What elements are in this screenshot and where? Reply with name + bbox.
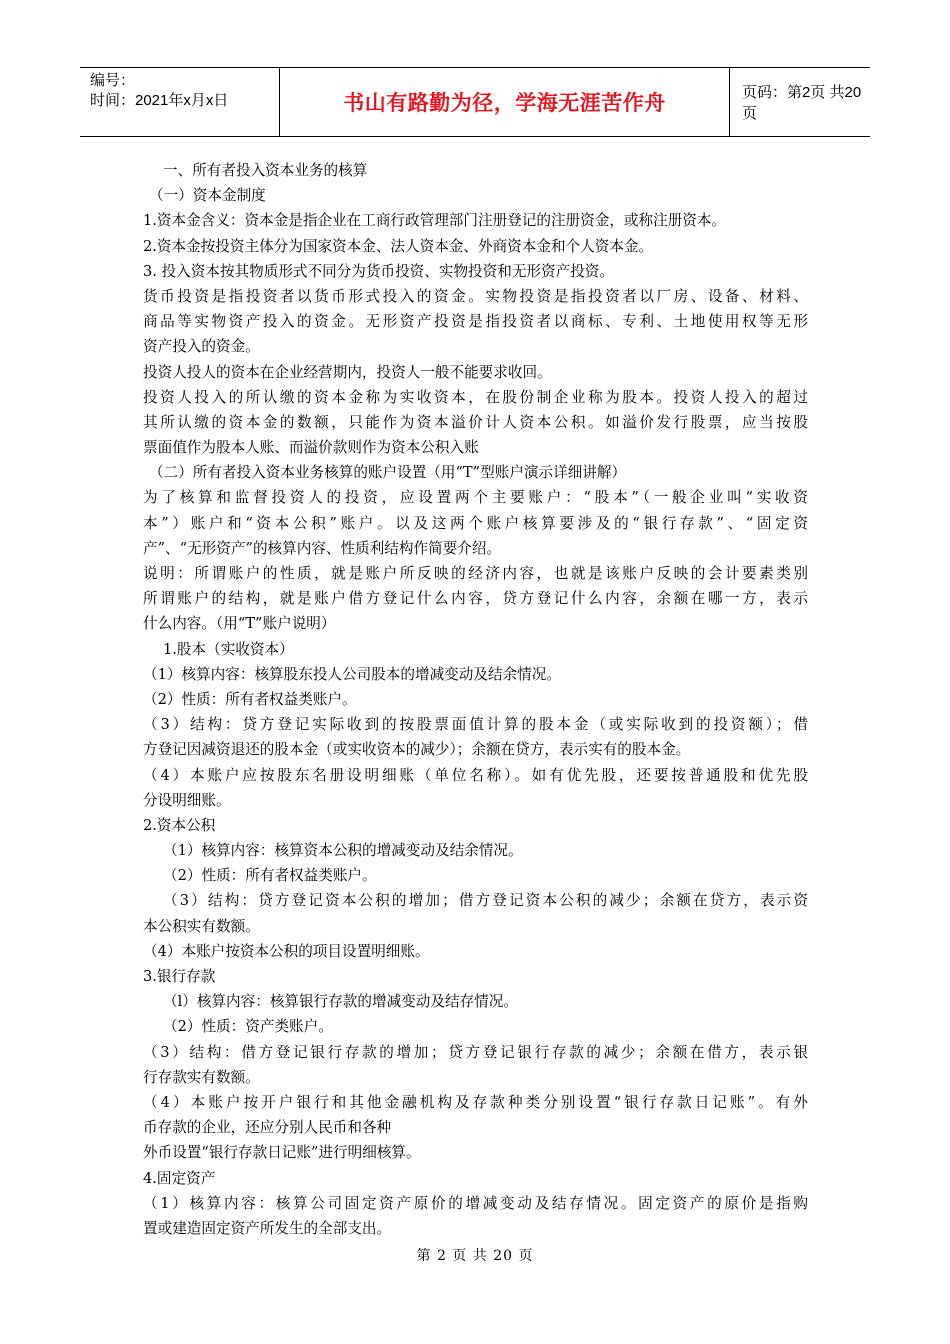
text-line: 本公积实有数额。 — [143, 917, 260, 935]
text-line: （4）本账户按资本公积的项目设置明细账。 — [143, 942, 430, 960]
text-line: （1）核算内容：核算资本公积的增减变动及结余情况。 — [163, 842, 523, 860]
document-date-label: 时间：2021年x月x日 — [90, 92, 229, 109]
text-line: 投资人投入的所认缴的资本金称为实收资本，在股份制企业称为股本。投资人投入的超过 — [143, 388, 808, 406]
text-line: 为了核算和监督投资人的投资，应设置两个主要账户：“股本”（一般企业叫“实收资 — [143, 489, 808, 507]
text-line: 投资人投人的资本在企业经营期内，投资人一般不能要求收回。 — [143, 363, 552, 381]
text-line: 3. 投入资本按其物质形式不同分为货币投资、实物投资和无形资产投资。 — [143, 262, 614, 280]
header-page-info: 页码：第2页 共20页 — [742, 84, 862, 122]
text-line: 货币投资是指投资者以货币形式投入的资金。实物投资是指投资者以厂房、设备、材料、 — [143, 287, 808, 305]
text-line: 1.股本（实收资本） — [163, 640, 294, 658]
text-line: （2）性质：所有者权益类账户。 — [143, 690, 357, 708]
text-line: 商品等实物资产投入的资金。无形资产投资是指投资者以商标、专利、土地使用权等无形 — [143, 313, 808, 331]
text-line: 行存款实有数额。 — [143, 1068, 260, 1086]
text-line: 本”）账户和“资本公积”账户。以及这两个账户核算要涉及的“银行存款”、“固定资 — [143, 514, 808, 532]
text-line: 币存款的企业，还应分别人民币和各种 — [143, 1119, 392, 1137]
text-line: （1）核算内容：核算股东投人公司股本的增减变动及结余情况。 — [143, 665, 561, 683]
text-line: （3）结构：贷方登记实际收到的按股票面值计算的股本金（或实际收到的投资额）；借 — [143, 716, 808, 734]
header-meta-cell — [80, 68, 280, 136]
text-line: 票面值作为股本人账、而溢价款则作为资本公积入账 — [143, 439, 479, 457]
text-line: 所谓账户的结构，就是账户借方登记什么内容，贷方登记什么内容，余额在哪一方，表示 — [143, 590, 808, 608]
text-line: （一）资本金制度 — [149, 187, 266, 205]
text-line: 产”、“无形资产”的核算内容、性质利结构作简要介绍。 — [143, 539, 502, 557]
text-line: 2.资本金按投资主体分为国家资本金、法人资本金、外商资本金和个人资本金。 — [143, 237, 654, 255]
text-line: （二）所有者投入资本业务核算的账户设置（用“T”型账户演示详细讲解） — [149, 464, 627, 482]
text-line: （4）本账户按开户银行和其他金融机构及存款种类分别设置“银行存款日记账”。有外 — [143, 1093, 808, 1111]
text-line: （l）核算内容：核算银行存款的增减变动及结存情况。 — [163, 993, 518, 1011]
text-line: （3）结构：贷方登记资本公积的增加；借方登记资本公积的减少；余额在贷方，表示资 — [163, 892, 808, 910]
text-line: （3）结构：借方登记银行存款的增加；贷方登记银行存款的减少；余额在借方，表示银 — [143, 1043, 808, 1061]
text-line: 外币设置“银行存款日记账”进行明细核算。 — [143, 1144, 421, 1162]
text-line: 3.银行存款 — [143, 968, 216, 985]
header-table — [80, 67, 870, 137]
text-line: （1）核算内容：核算公司固定资产原价的增减变动及结存情况。固定资产的原价是指购 — [143, 1194, 808, 1212]
document-number-label: 编号： — [90, 72, 136, 89]
text-line: 资产投入的资金。 — [143, 338, 260, 356]
text-line: 2.资本公积 — [143, 816, 216, 834]
text-line: 其所认缴的资本金的数额，只能作为资本溢价计人资本公积。如溢价发行股票，应当按股 — [143, 413, 808, 431]
header-motto: 书山有路勤为径，学海无涯苦作舟 — [280, 68, 730, 136]
text-line: 分设明细账。 — [143, 791, 231, 809]
text-line: 方登记因减资退还的股本金（或实收资本的减少）；余额在贷方，表示实有的股本金。 — [143, 741, 691, 759]
text-line: （2）性质：资产类账户。 — [163, 1018, 333, 1036]
text-line: 置或建造固定资产所发生的全部支出。 — [143, 1219, 392, 1237]
text-line: 1.资本金含义：资本金是指企业在工商行政管理部门注册登记的注册资金，或称注册资本。 — [143, 212, 727, 230]
text-line: 说明：所谓账户的性质，就是账户所反映的经济内容，也就是该账户反映的会计要素类别 — [143, 565, 808, 582]
document-body — [143, 158, 808, 1241]
text-line: 4.固定资产 — [143, 1169, 216, 1187]
text-line: （4）本账户应按股东名册设明细账（单位名称）。如有优先股，还要按普通股和优先股 — [143, 766, 808, 784]
text-line: 一、所有者投入资本业务的核算 — [163, 162, 368, 179]
page-footer: 第 2 页 共 20 页 — [416, 1248, 534, 1264]
text-line: 什么内容。（用“T”账户说明） — [143, 615, 336, 633]
text-line: （2）性质：所有者权益类账户。 — [163, 867, 377, 885]
